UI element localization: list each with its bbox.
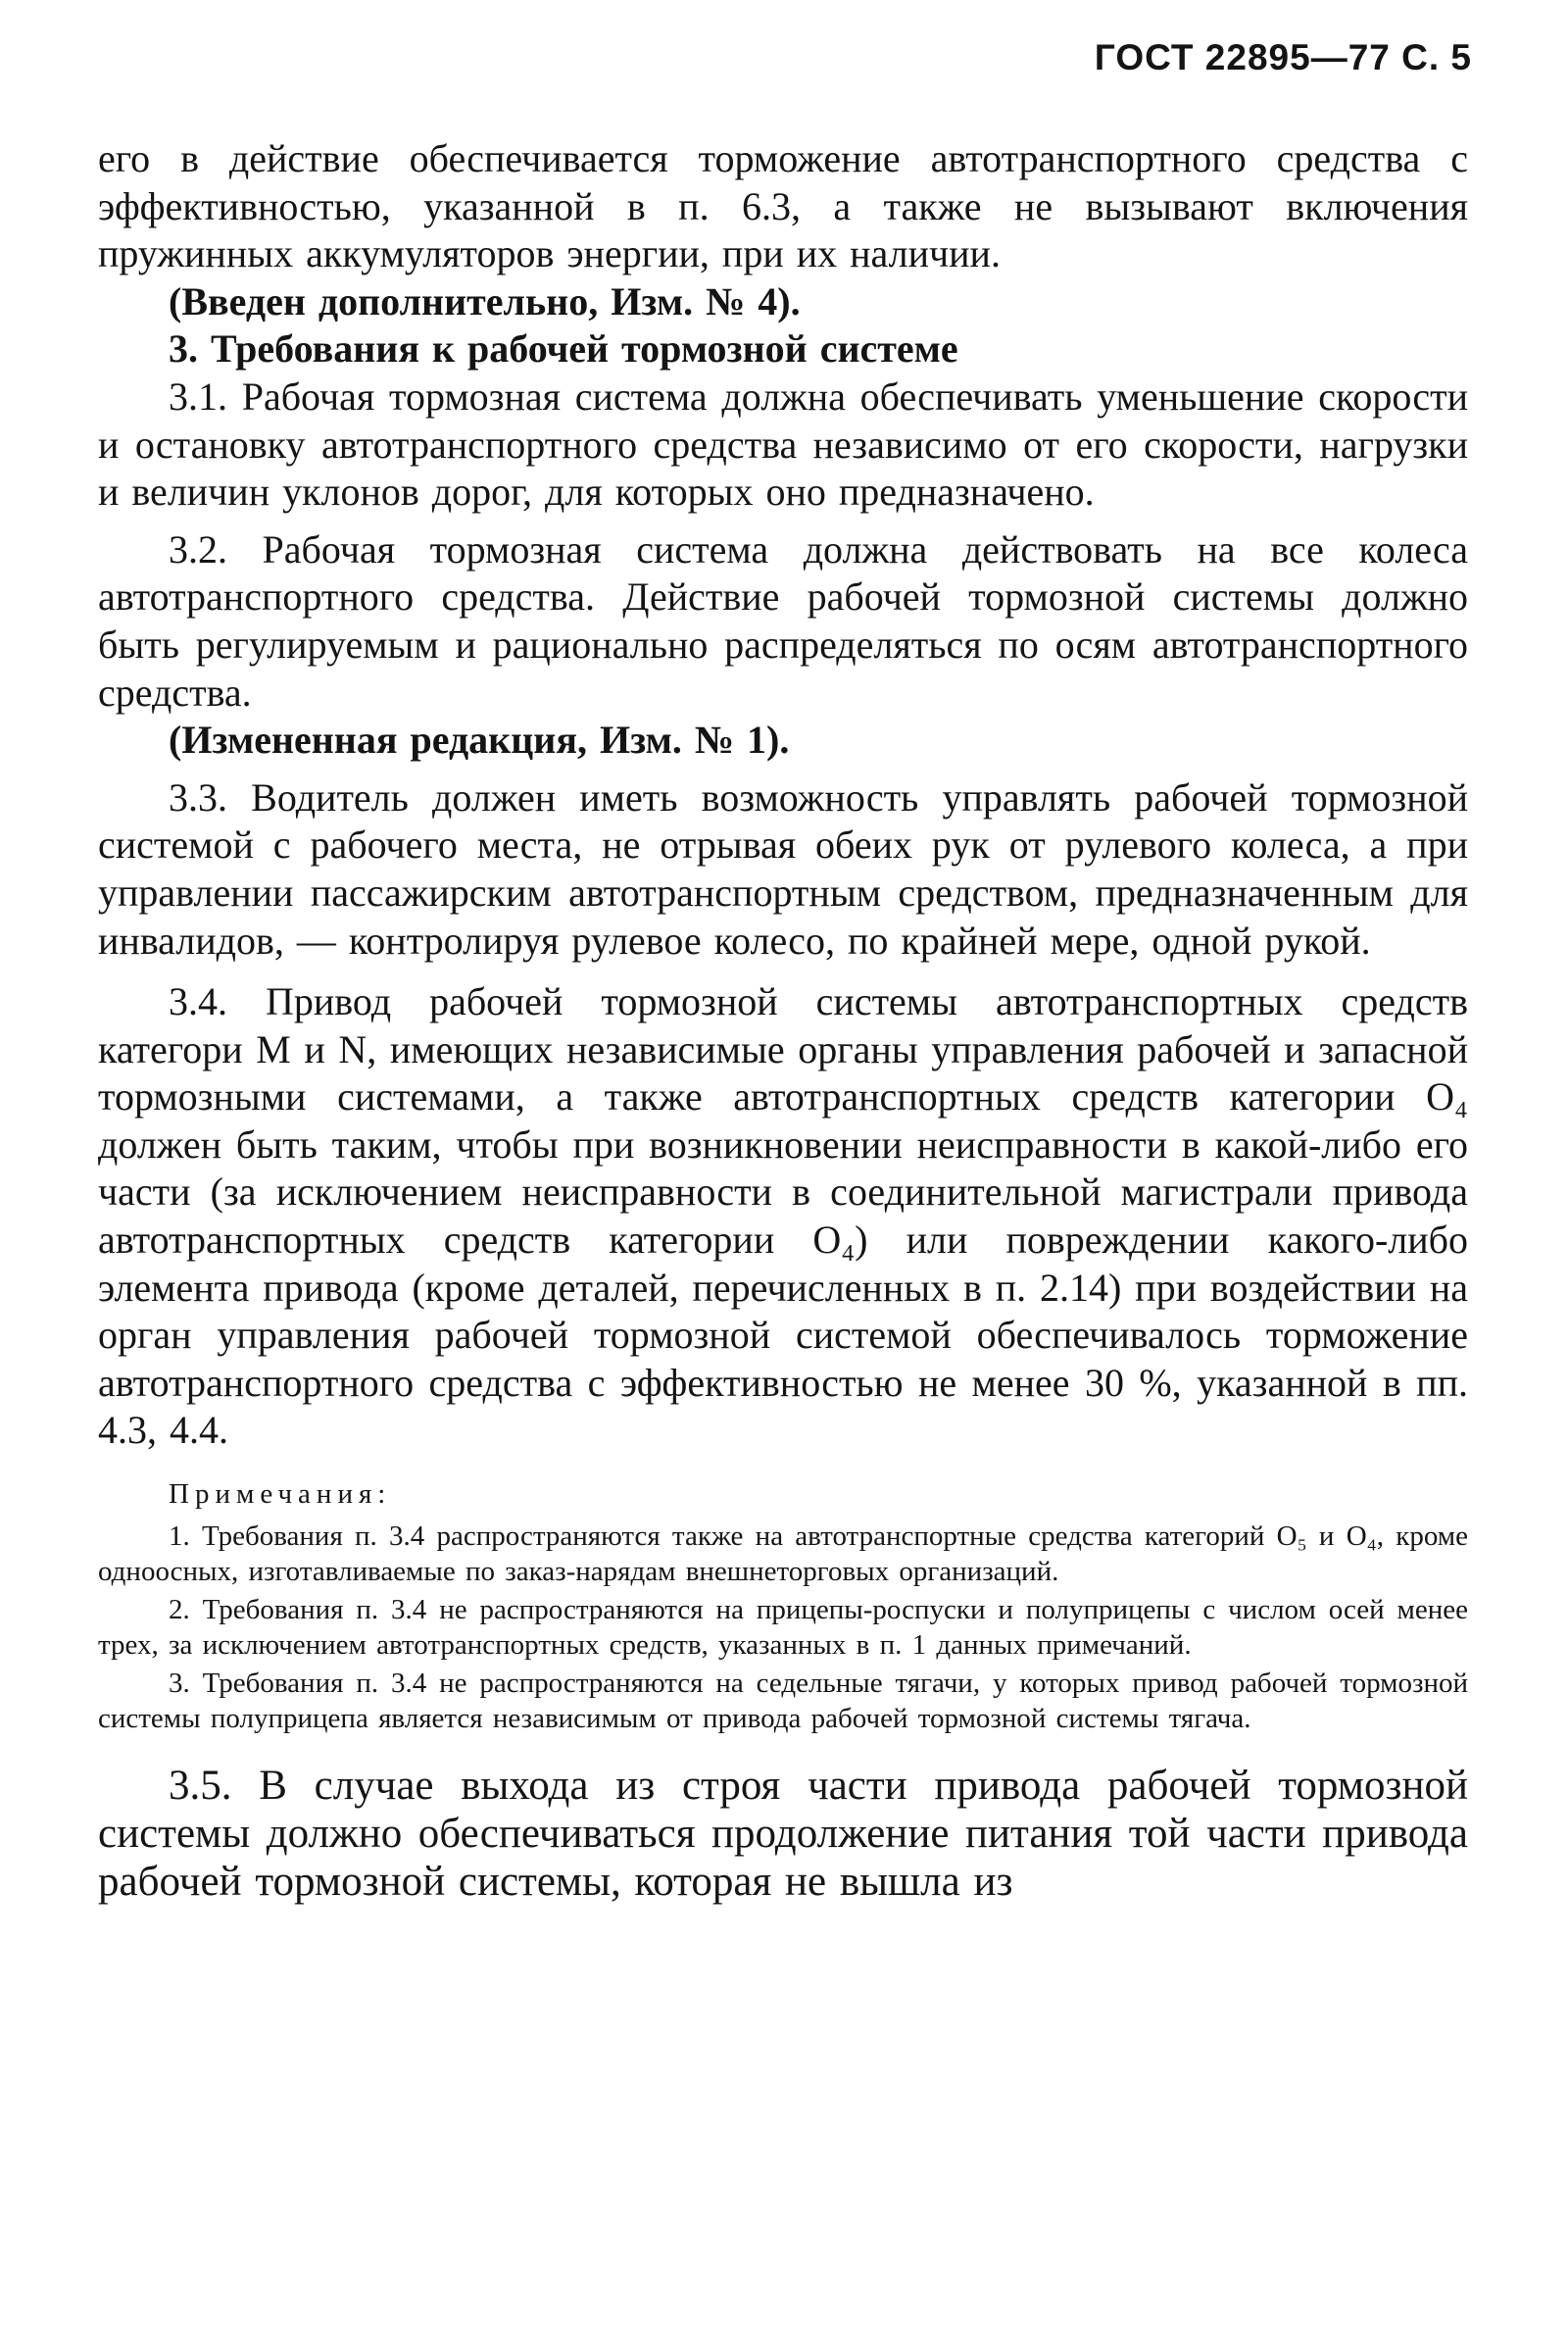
amendment-note-4: (Введен дополнительно, Изм. № 4).	[169, 278, 801, 324]
clause-3-3: 3.3. Водитель должен иметь возможность управлять рабочей тормозной системой с рабочего места, не отрывая обеих рук от рулевого колеса, а при управлении пассажирским автотранспортным средством, предназначенным для инвалидов, — контролируя рулевое колесо, по крайней мере, одной рукой.	[98, 774, 1468, 963]
notes-title: Примечания:	[169, 1478, 392, 1511]
section-heading: 3. Требования к рабочей тормозной системе	[169, 326, 958, 372]
note-3: 3. Требования п. 3.4 не распространяются на седельные тягачи, у которых привод рабочей тормозной системы полуприцепа является независимым от привода рабочей тормозной системы тягача.	[98, 1668, 1468, 1734]
clause-3-4: 3.4. Привод рабочей тормозной системы автотранспортных средств категори М и N, имеющих независимые органы управления рабочей и запасной тормозными системами, а также автотранспортных средств категории O₄ должен быть таким, чтобы при возникновении неисправности в какой-либо его части (за исключением неисправности в соединительной магистрали привода автотранспортных средств категории O₄) или повреждении какого-либо элемента привода (кроме деталей, перечисленных в п. 2.14) при воздействии на орган управления рабочей тормозной системой обеспечивалось торможение автотранспортного средства с эффективностью не менее 30 %, указанной в пп. 4.3, 4.4.	[98, 979, 1468, 1453]
paragraph-continuation: его в действие обеспечивается торможение автотранспортного средства с эффективностью, указанной в п. 6.3, а также не вызывают включения пружинных аккумуляторов энергии, при их наличии.	[98, 136, 1468, 276]
page-header: ГОСТ 22895—77 С. 5	[1094, 37, 1472, 77]
clause-3-1: 3.1. Рабочая тормозная система должна обеспечивать уменьшение скорости и остановку автотранспортного средства независимо от его скорости, нагрузки и величин уклонов дорог, для которых оно предназначено.	[98, 373, 1468, 515]
note-1: 1. Требования п. 3.4 распространяются также на автотранспортные средства категорий O₅ и O₄, кроме одноосных, изготавливаемые по заказ-нарядам внешнеторговых организаций.	[98, 1520, 1468, 1587]
document-body	[98, 135, 1468, 1906]
note-2: 2. Требования п. 3.4 не распространяются на прицепы-роспуски и полуприцепы с числом осей менее трех, за исключением автотранспортных средств, указанных в п. 1 данных примечаний.	[98, 1594, 1468, 1661]
clause-3-5: 3.5. В случае выхода из строя части привода рабочей тормозной системы должно обеспечиваться продолжение питания той части привода рабочей тормозной системы, которая не вышла из	[98, 1763, 1468, 1906]
clause-3-2: 3.2. Рабочая тормозная система должна действовать на все колеса автотранспортного средства. Действие рабочей тормозной системы должно быть регулируемым и рационально распределяться по осям автотранспортного средства.	[98, 526, 1468, 715]
amendment-note-1: (Измененная редакция, Изм. № 1).	[169, 718, 790, 763]
